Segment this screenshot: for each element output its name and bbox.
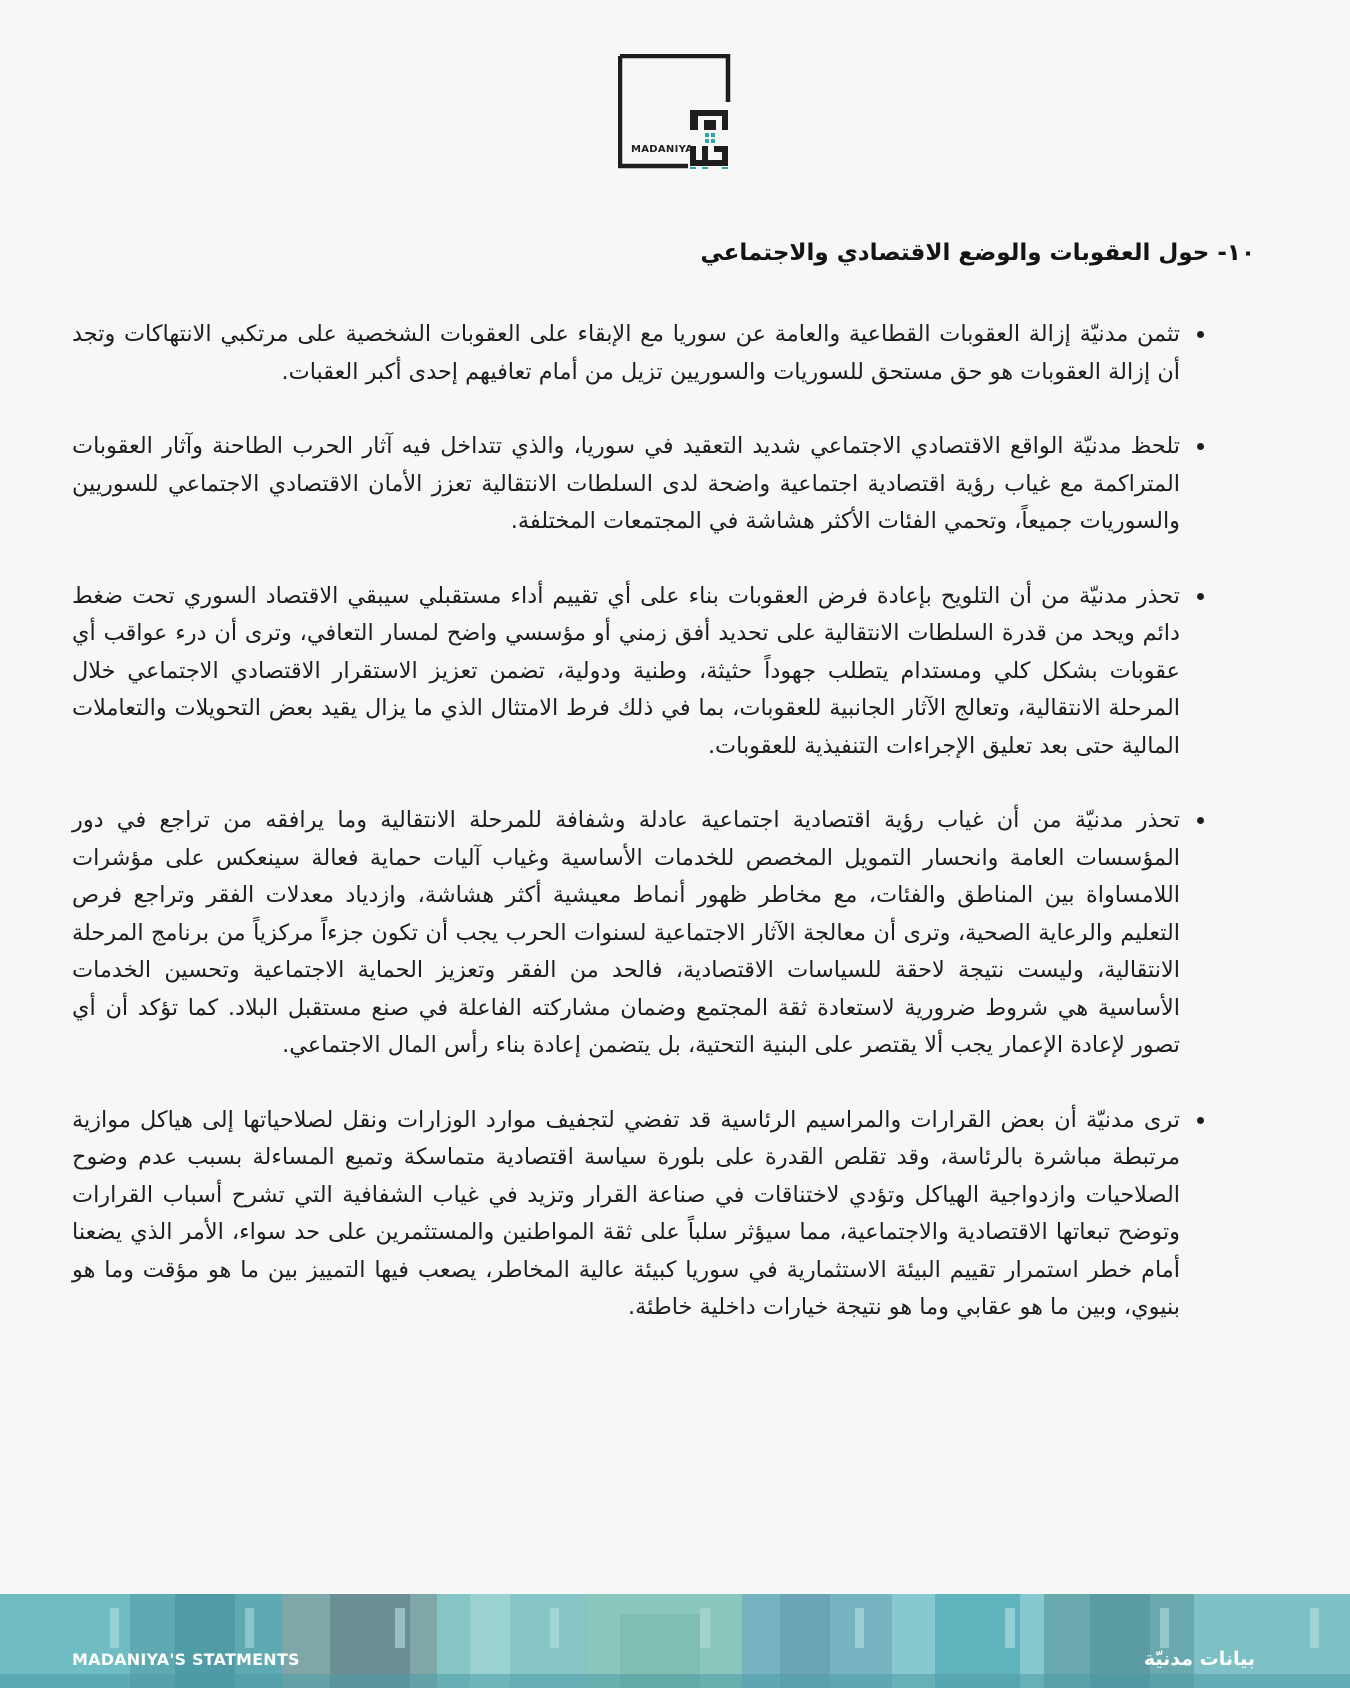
footer-english-title: MADANIYA'S STATMENTS [72,1650,300,1669]
logo-wordmark: MADANIYA [631,144,694,155]
list-item [72,1102,1212,1327]
statement-text: تلحظ مدنيّة الواقع الاقتصادي الاجتماعي شديد التعقيد في سوريا، والذي تتداخل فيه آثار الحرب الطاحنة وآثار العقوبات المتراكمة مع غياب رؤية اقتصادية اجتماعية واضحة لدى السلطات الانتقالية تعزز الأمان الاقتصادي الاجتماعي للسوريين والسوريات جميعاً، وتحمي الفئات الأكثر هشاشة في المجتمعات المختلفة. [72,433,1180,534]
madaniya-logo [618,54,732,169]
footer-arabic-title: بيانات مدنيّة [1143,1648,1255,1670]
list-item [72,428,1212,541]
footer-band [0,1594,1350,1688]
statement-text: تحذر مدنيّة من أن غياب رؤية اقتصادية اجتماعية عادلة وشفافة للمرحلة الانتقالية وما يرافقه من تراجع في دور المؤسسات العامة وانحسار التمويل المخصص للخدمات الأساسية وغياب آليات حماية فعالة سينعكس على مؤشرات اللامساواة بين المناطق والفئات، مع مخاطر ظهور أنماط معيشية أكثر هشاشة، وازدياد معدلات الفقر وتراجع فرص التعليم والرعاية الصحية، وترى أن معالجة الآثار الاجتماعية لسنوات الحرب يجب أن تكون جزءاً مركزياً من برنامج المرحلة الانتقالية، وليست نتيجة لاحقة للسياسات الاقتصادية، فالحد من الفقر وتعزيز الحماية الاجتماعية وتحسين الخدمات الأساسية هي شروط ضرورية لاستعادة ثقة المجتمع وضمان مشاركته الفاعلة في صنع مستقبل البلاد. كما تؤكد أن أي تصور لإعادة الإعمار يجب ألا يقتصر على البنية التحتية، بل يتضمن إعادة بناء رأس المال الاجتماعي. [72,807,1180,1058]
statement-text: تثمن مدنيّة إزالة العقوبات القطاعية والعامة عن سوريا مع الإبقاء على العقوبات الشخصية على مرتكبي الانتهاكات وتجد أن إزالة العقوبات هو حق مستحق للسوريات والسوريين تزيل من أمام تعافيهم إحدى أكبر العقبات. [72,321,1180,385]
list-item [72,802,1212,1065]
list-item [72,316,1212,391]
bullet-icon [1197,593,1204,600]
bullet-icon [1197,1117,1204,1124]
statement-text: ترى مدنيّة أن بعض القرارات والمراسيم الرئاسية قد تفضي لتجفيف موارد الوزارات ونقل لصلاحياتها إلى هياكل موازية مرتبطة مباشرة بالرئاسة، وقد تقلص القدرة على بلورة سياسة اقتصادية متماسكة وتميع المساءلة بسبب عدم وضوح الصلاحيات وازدواجية الهياكل وتؤدي لاختناقات في صناعة القرار وتزيد في غياب الشفافية التي تشرح أسباب القرارات وتوضح تبعاتها الاقتصادية والاجتماعية، مما سيؤثر سلباً على ثقة المواطنين والمستثمرين على حد سواء، الأمر الذي يضعنا أمام خطر استمرار تقييم البيئة الاستثمارية في سوريا كبيئة عالية المخاطر، يصعب فيها التمييز بين ما هو مؤقت وما هو بنيوي، وبين ما هو عقابي وما هو نتيجة خيارات داخلية خاطئة. [72,1106,1180,1320]
bullet-icon [1197,443,1204,450]
statements-list [72,316,1212,1364]
bullet-icon [1197,817,1204,824]
list-item [72,578,1212,766]
bullet-icon [1197,331,1204,338]
footer-pattern [0,1594,1350,1688]
section-heading: ١٠- حول العقوبات والوضع الاقتصادي والاجتماعي [700,240,1255,266]
statement-text: تحذر مدنيّة من أن التلويح بإعادة فرض العقوبات بناء على أي تقييم أداء مستقبلي سيبقي الاقتصاد السوري تحت ضغط دائم ويحد من قدرة السلطات الانتقالية على تحديد أفق زمني أو مؤسسي واضح لمسار التعافي، وترى أن درء عواقب أي عقوبات بشكل كلي ومستدام يتطلب جهوداً حثيثة، وطنية ودولية، تضمن تعزيز الاستقرار الاقتصادي الاجتماعي خلال المرحلة الانتقالية، وتعالج الآثار الجانبية للعقوبات، بما في ذلك فرط الامتثال الذي ما يزال يقيد بعض التحويلات والتعاملات المالية حتى بعد تعليق الإجراءات التنفيذية للعقوبات. [72,582,1180,759]
